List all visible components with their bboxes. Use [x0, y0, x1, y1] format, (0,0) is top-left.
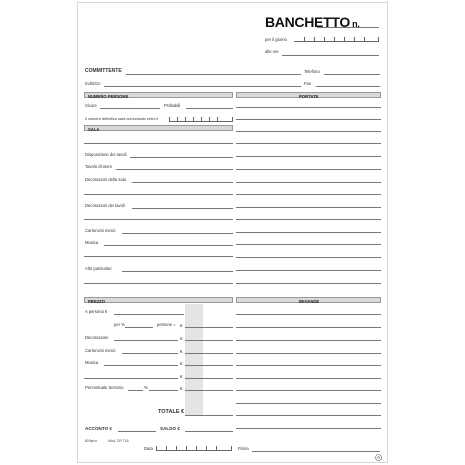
sala-line-5[interactable]	[84, 283, 233, 284]
sala-line-2[interactable]	[84, 194, 233, 195]
portate-line-2[interactable]	[236, 119, 381, 120]
totale-line[interactable]	[185, 415, 233, 416]
total-line-3[interactable]	[185, 353, 233, 354]
euro-4: €	[180, 361, 183, 366]
fax-label: Fax	[304, 81, 311, 86]
firma-label: Firma	[238, 446, 249, 451]
date-field[interactable]	[294, 35, 379, 42]
a-persona-label: A persona €	[85, 309, 108, 314]
persone-eq-label: persone =	[157, 322, 176, 327]
recycle-icon	[375, 454, 382, 461]
portate-line-10[interactable]	[236, 219, 381, 220]
musica-line[interactable]	[104, 245, 233, 246]
portate-line-15[interactable]	[236, 283, 381, 284]
numero-persone-header: NUMERO PERSONE	[84, 92, 233, 98]
decorazione-line[interactable]	[114, 340, 178, 341]
a-persona-line[interactable]	[114, 314, 184, 315]
total-line-6[interactable]	[185, 390, 233, 391]
saldo-line[interactable]	[185, 431, 233, 432]
tavolo-onore-label: Tavolo d'onore	[85, 164, 113, 169]
percentuale-line[interactable]	[128, 390, 143, 391]
time-line[interactable]	[282, 55, 379, 56]
sicure-line[interactable]	[100, 108, 160, 109]
portate-line-5[interactable]	[236, 156, 381, 157]
per-perc-line[interactable]	[125, 327, 153, 328]
committente-label: COMMITTENTE	[85, 68, 122, 74]
portate-line-4[interactable]	[236, 143, 381, 144]
bevande-line-8[interactable]	[236, 403, 381, 404]
musica-prezzo-label: Musica	[85, 360, 99, 365]
firma-line[interactable]	[252, 451, 380, 452]
numero-definitivo-label: Il numero definitivo sarà comunicato entro il	[85, 117, 159, 121]
musica-prezzo-line[interactable]	[104, 365, 178, 366]
sala-line-4[interactable]	[84, 256, 233, 257]
altri-particolari-line[interactable]	[122, 271, 233, 272]
bevande-line-6[interactable]	[236, 378, 381, 379]
probabili-label: Probabili	[164, 103, 181, 108]
modello-label: Mod. CR 715	[108, 439, 129, 443]
portate-line-3[interactable]	[236, 131, 381, 132]
acconto-line[interactable]	[118, 431, 156, 432]
bevande-line-10[interactable]	[236, 428, 381, 429]
bevande-line-3[interactable]	[236, 340, 381, 341]
portate-line-1[interactable]	[236, 107, 381, 108]
portate-header: PORTATE	[236, 92, 381, 98]
committente-line[interactable]	[126, 74, 301, 75]
cartoncini-label: Cartoncini menù	[85, 228, 116, 233]
euro-6: €	[180, 386, 183, 391]
euro-1: €	[180, 323, 183, 328]
data-label: Data	[144, 446, 153, 451]
bevande-line-9[interactable]	[236, 415, 381, 416]
euro-3: €	[180, 349, 183, 354]
decorazioni-sala-line[interactable]	[132, 182, 233, 183]
sala-header: SALA	[84, 125, 233, 131]
number-line[interactable]	[317, 27, 379, 28]
bevande-line-7[interactable]	[236, 390, 381, 391]
total-line-1[interactable]	[185, 327, 233, 328]
indirizzo-label: Indirizzo	[85, 81, 101, 86]
altri-particolari-label: Altri particolari	[85, 266, 112, 271]
telefono-line[interactable]	[324, 74, 380, 75]
probabili-line[interactable]	[186, 108, 233, 109]
numero-definitivo-date[interactable]	[169, 115, 233, 122]
sala-line-3[interactable]	[84, 219, 233, 220]
decorazioni-tavoli-line[interactable]	[132, 208, 233, 209]
cartoncini-prezzo-line[interactable]	[122, 353, 178, 354]
extra-prezzo-line[interactable]	[84, 378, 178, 379]
bevande-header: BEVANDE	[236, 297, 381, 303]
data-field[interactable]	[156, 444, 232, 451]
portate-line-13[interactable]	[236, 257, 381, 258]
portate-line-14[interactable]	[236, 270, 381, 271]
decorazioni-sala-label: Decorazioni della sala	[85, 177, 126, 182]
bevande-line-5[interactable]	[236, 365, 381, 366]
telefono-label: Telefono	[304, 69, 320, 74]
total-line-5[interactable]	[185, 378, 233, 379]
per-perc-label: per %	[114, 322, 125, 327]
sala-line-1[interactable]	[84, 143, 233, 144]
bevande-line-1[interactable]	[236, 314, 381, 315]
prezzo-shaded-column	[185, 304, 203, 415]
total-line-2[interactable]	[185, 340, 233, 341]
cartoncini-line[interactable]	[122, 233, 233, 234]
decorazione-label: Decorazione	[85, 335, 109, 340]
portate-line-7[interactable]	[236, 182, 381, 183]
disposizione-label: Disposizione dei tavoli	[85, 152, 127, 157]
prezzo-header: PREZZO	[84, 297, 233, 303]
bevande-line-4[interactable]	[236, 353, 381, 354]
fax-line[interactable]	[316, 86, 380, 87]
portate-line-8[interactable]	[236, 194, 381, 195]
form-title: BANCHETTO n.	[265, 14, 360, 30]
total-line-4[interactable]	[185, 365, 233, 366]
portate-line-11[interactable]	[236, 232, 381, 233]
decorazioni-tavoli-label: Decorazioni dei tavoli	[85, 203, 125, 208]
sicure-label: Sicure	[85, 103, 97, 108]
acconto-label: ACCONTO €	[85, 426, 112, 431]
euro-5: €	[180, 374, 183, 379]
cartoncini-prezzo-label: Cartoncini menù	[85, 348, 116, 353]
percentuale-amount-line[interactable]	[149, 390, 178, 391]
portate-line-9[interactable]	[236, 207, 381, 208]
totale-label: TOTALE €	[158, 409, 185, 415]
disposizione-line[interactable]	[130, 157, 233, 158]
saldo-label: SALDO €	[160, 426, 180, 431]
musica-label: Musica	[85, 240, 99, 245]
bevande-line-2[interactable]	[236, 327, 381, 328]
indirizzo-line[interactable]	[104, 86, 301, 87]
edipro-logo: Edipro	[85, 439, 97, 443]
euro-2: €	[180, 336, 183, 341]
date-label: per il giorno	[265, 37, 287, 42]
portate-line-6[interactable]	[236, 169, 381, 170]
perc-sign: %	[144, 385, 148, 390]
banchetto-form-sheet	[77, 2, 388, 463]
time-label: alle ore	[265, 49, 279, 54]
percentuale-label: Percentuale Servizio	[85, 385, 124, 390]
tavolo-onore-line[interactable]	[116, 169, 233, 170]
portate-line-12[interactable]	[236, 244, 381, 245]
